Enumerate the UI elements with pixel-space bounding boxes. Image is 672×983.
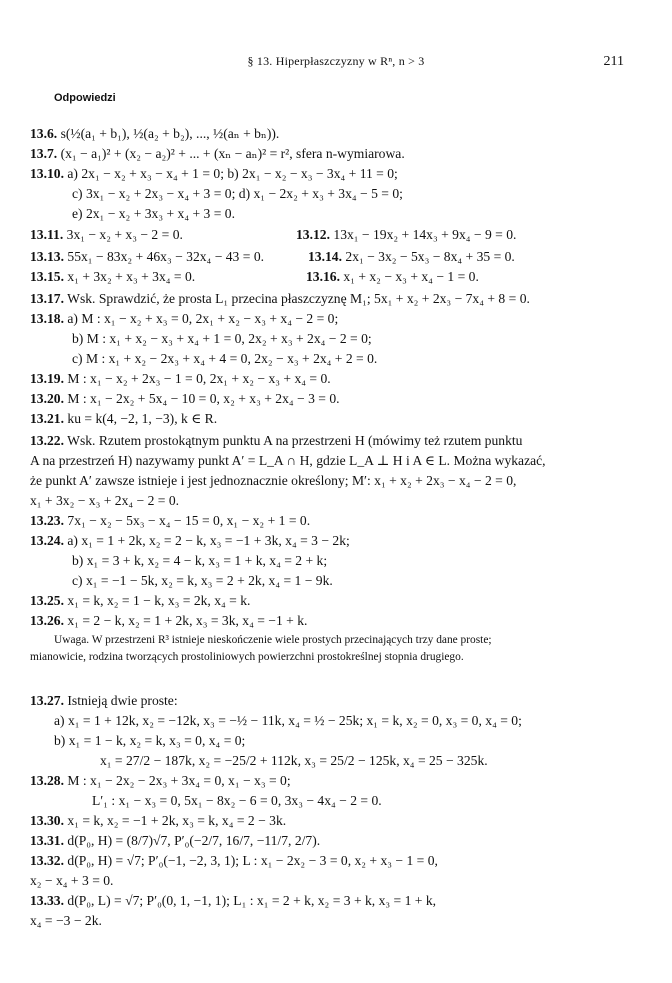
answer-text: M : x₁ − 2x₂ + 5x₄ − 10 = 0, x₂ + x₃ + 2x₄ − 3 = 0. [67,391,340,406]
answer-text: a) x₁ = 1 + 12k, x₂ = −12k, x₃ = −½ − 11k, x₄ = ½ − 25k; x₁ = k, x₂ = 0, x₃ = 0, x₄ = 0; [54,713,522,728]
problem-number: 13.33. [30,893,64,908]
answer-line [30,391,340,407]
answer-line [30,166,398,182]
answer-text: x₄ = −3 − 2k. [30,913,102,928]
problem-number: 13.25. [30,593,64,608]
answer-line [30,873,113,889]
note-line-1: Uwaga. W przestrzeni R³ istnieje nieskończenie wiele prostych przecinających trzy dane proste; [54,634,492,646]
problem-number: 13.28. [30,773,64,788]
answer-text: 3x₁ − x₂ + x₃ − 2 = 0. [66,227,183,242]
answer-line [30,453,546,469]
problem-number: 13.13. [30,249,64,264]
answer-line [30,813,286,829]
answer-text: c) 3x₁ − x₂ + 2x₃ − x₄ + 3 = 0; d) x₁ − 2x₂ + x₃ + 3x₄ − 5 = 0; [72,186,403,201]
note-line-2: mianowicie, rodzina tworzących prostoliniowych powierzchni prostokreślnej stopnia drugiego. [30,651,464,663]
answer-line [30,593,250,609]
answer-line [30,249,264,265]
answer-line [92,793,382,809]
answer-text: d(P₀, H) = √7; P′₀(−1, −2, 3, 1); L : x₁ − 2x₂ − 3 = 0, x₂ + x₃ − 1 = 0, [67,853,438,868]
answer-line [30,227,183,243]
answer-line [30,853,438,869]
problem-number: 13.18. [30,311,64,326]
answer-text: A na przestrzeń H) nazywamy punkt A′ = L_A ∩ H, gdzie L_A ⊥ H i A ∈ L. Można wykazać, [30,453,546,468]
answer-text: d(P₀, H) = (8/7)√7, P′₀(−2/7, 16/7, −11/7, 2/7). [67,833,321,848]
answer-text: b) x₁ = 3 + k, x₂ = 4 − k, x₃ = 1 + k, x₄ = 2 + k; [72,553,328,568]
answer-line [72,331,372,347]
answer-line [30,411,217,427]
answer-line [100,753,488,769]
answer-text: a) x₁ = 1 + 2k, x₂ = 2 − k, x₃ = −1 + 3k, x₄ = 3 − 2k; [67,533,350,548]
answer-line [30,773,291,789]
page-number: 211 [603,54,624,69]
answer-text: ku = k(4, −2, 1, −3), k ∈ R. [67,411,218,426]
answer-text: Istnieją dwie proste: [67,693,178,708]
header-title: § 13. Hiperpłaszczyzny w Rⁿ, n > 3 [247,54,425,68]
answer-line [54,733,245,749]
answer-line [30,433,522,449]
answer-text: L′₁ : x₁ − x₃ = 0, 5x₁ − 8x₂ − 6 = 0, 3x₃ − 4x₄ − 2 = 0. [92,793,382,808]
problem-number: 13.15. [30,269,64,284]
answer-text: a) M : x₁ − x₂ + x₃ = 0, 2x₁ + x₂ − x₃ + x₄ − 2 = 0; [67,311,339,326]
answer-text: x₂ − x₄ + 3 = 0. [30,873,114,888]
problem-number: 13.27. [30,693,64,708]
answer-line [54,713,522,729]
answer-line [30,893,436,909]
answer-text: s(½(a₁ + b₁), ½(a₂ + b₂), ..., ½(aₙ + bₙ)). [60,126,280,141]
answer-text: x₁ + 3x₂ − x₃ + 2x₄ − 2 = 0. [30,493,180,508]
problem-number: 13.14. [308,249,342,264]
answer-text: b) M : x₁ + x₂ − x₃ + x₄ + 1 = 0, 2x₂ + x₃ + 2x₄ − 2 = 0; [72,331,372,346]
answer-text: 2x₁ − 3x₂ − 5x₃ − 8x₄ + 35 = 0. [345,249,515,264]
problem-number: 13.7. [30,146,58,161]
problem-number: 13.30. [30,813,64,828]
answer-text: 13x₁ − 19x₂ + 14x₃ + 9x₄ − 9 = 0. [333,227,517,242]
answer-text: e) 2x₁ − x₂ + 3x₃ + x₄ + 3 = 0. [72,206,236,221]
answer-text: 55x₁ − 83x₂ + 46x₃ − 32x₄ − 43 = 0. [67,249,265,264]
answer-line [30,473,516,489]
problem-number: 13.12. [296,227,330,242]
answer-line [308,249,515,265]
problem-number: 13.11. [30,227,64,242]
answer-line [30,533,350,549]
answer-line [72,351,377,367]
answer-line [72,573,333,589]
answer-line [306,269,479,285]
problem-number: 13.24. [30,533,64,548]
answer-text: M : x₁ − 2x₂ − 2x₃ + 3x₄ = 0, x₁ − x₃ = 0; [67,773,291,788]
problem-number: 13.22. [30,433,64,448]
answer-line [30,913,102,929]
answer-line [72,206,235,222]
problem-number: 13.23. [30,513,64,528]
answer-line [72,186,403,202]
answer-line [296,227,516,243]
problem-number: 13.26. [30,613,64,628]
answer-line [30,311,338,327]
answer-line [30,291,530,307]
answer-text: a) 2x₁ − x₂ + x₃ − x₄ + 1 = 0; b) 2x₁ − x₂ − x₃ − 3x₄ + 11 = 0; [67,166,398,181]
answer-text: x₁ = k, x₂ = 1 − k, x₃ = 2k, x₄ = k. [67,593,251,608]
answer-text: c) x₁ = −1 − 5k, x₂ = k, x₃ = 2 + 2k, x₄ = 1 − 9k. [72,573,333,588]
section-label: Odpowiedzi [54,92,116,104]
problem-number: 13.19. [30,371,64,386]
answer-text: x₁ = 27/2 − 187k, x₂ = −25/2 + 112k, x₃ = 25/2 − 125k, x₄ = 25 − 325k. [100,753,488,768]
problem-number: 13.10. [30,166,64,181]
answer-text: M : x₁ − x₂ + 2x₃ − 1 = 0, 2x₁ + x₂ − x₃ + x₄ = 0. [67,371,331,386]
problem-number: 13.31. [30,833,64,848]
problem-number: 13.16. [306,269,340,284]
answer-text: x₁ + x₂ − x₃ + x₄ − 1 = 0. [343,269,479,284]
answer-line [30,269,195,285]
answer-text: Wsk. Sprawdzić, że prosta L₁ przecina płaszczyznę M₁; 5x₁ + x₂ + 2x₃ − 7x₄ + 8 = 0. [67,291,530,306]
answer-text: x₁ = k, x₂ = −1 + 2k, x₃ = k, x₄ = 2 − 3k. [67,813,287,828]
answer-line [30,513,310,529]
problem-number: 13.20. [30,391,64,406]
answer-line [30,613,307,629]
answer-text: 7x₁ − x₂ − 5x₃ − x₄ − 15 = 0, x₁ − x₂ + 1 = 0. [67,513,311,528]
problem-number: 13.6. [30,126,58,141]
answer-text: Wsk. Rzutem prostokątnym punktu A na przestrzeni H (mówimy też rzutem punktu [67,433,523,448]
answer-text: że punkt A′ zawsze istnieje i jest jednoznacznie określony; M′: x₁ + x₂ + 2x₃ − x₄ − 2 = 0, [30,473,517,488]
answer-line [30,833,320,849]
answer-line [30,493,179,509]
answer-line [30,693,178,709]
answer-line [30,126,279,142]
problem-number: 13.32. [30,853,64,868]
answer-line [30,146,405,162]
answer-text: b) x₁ = 1 − k, x₂ = k, x₃ = 0, x₄ = 0; [54,733,246,748]
answer-text: (x₁ − a₁)² + (x₂ − a₂)² + ... + (xₙ − aₙ)² = r², sfera n-wymiarowa. [60,146,405,161]
problem-number: 13.17. [30,291,64,306]
problem-number: 13.21. [30,411,64,426]
answer-text: c) M : x₁ + x₂ − 2x₃ + x₄ + 4 = 0, 2x₂ − x₃ + 2x₄ + 2 = 0. [72,351,378,366]
answer-text: x₁ + 3x₂ + x₃ + 3x₄ = 0. [67,269,196,284]
answer-text: x₁ = 2 − k, x₂ = 1 + 2k, x₃ = 3k, x₄ = −1 + k. [67,613,308,628]
answer-text: d(P₀, L) = √7; P′₀(0, 1, −1, 1); L₁ : x₁ = 2 + k, x₂ = 3 + k, x₃ = 1 + k, [67,893,437,908]
running-header [0,54,672,74]
answer-line [72,553,327,569]
answer-line [30,371,331,387]
